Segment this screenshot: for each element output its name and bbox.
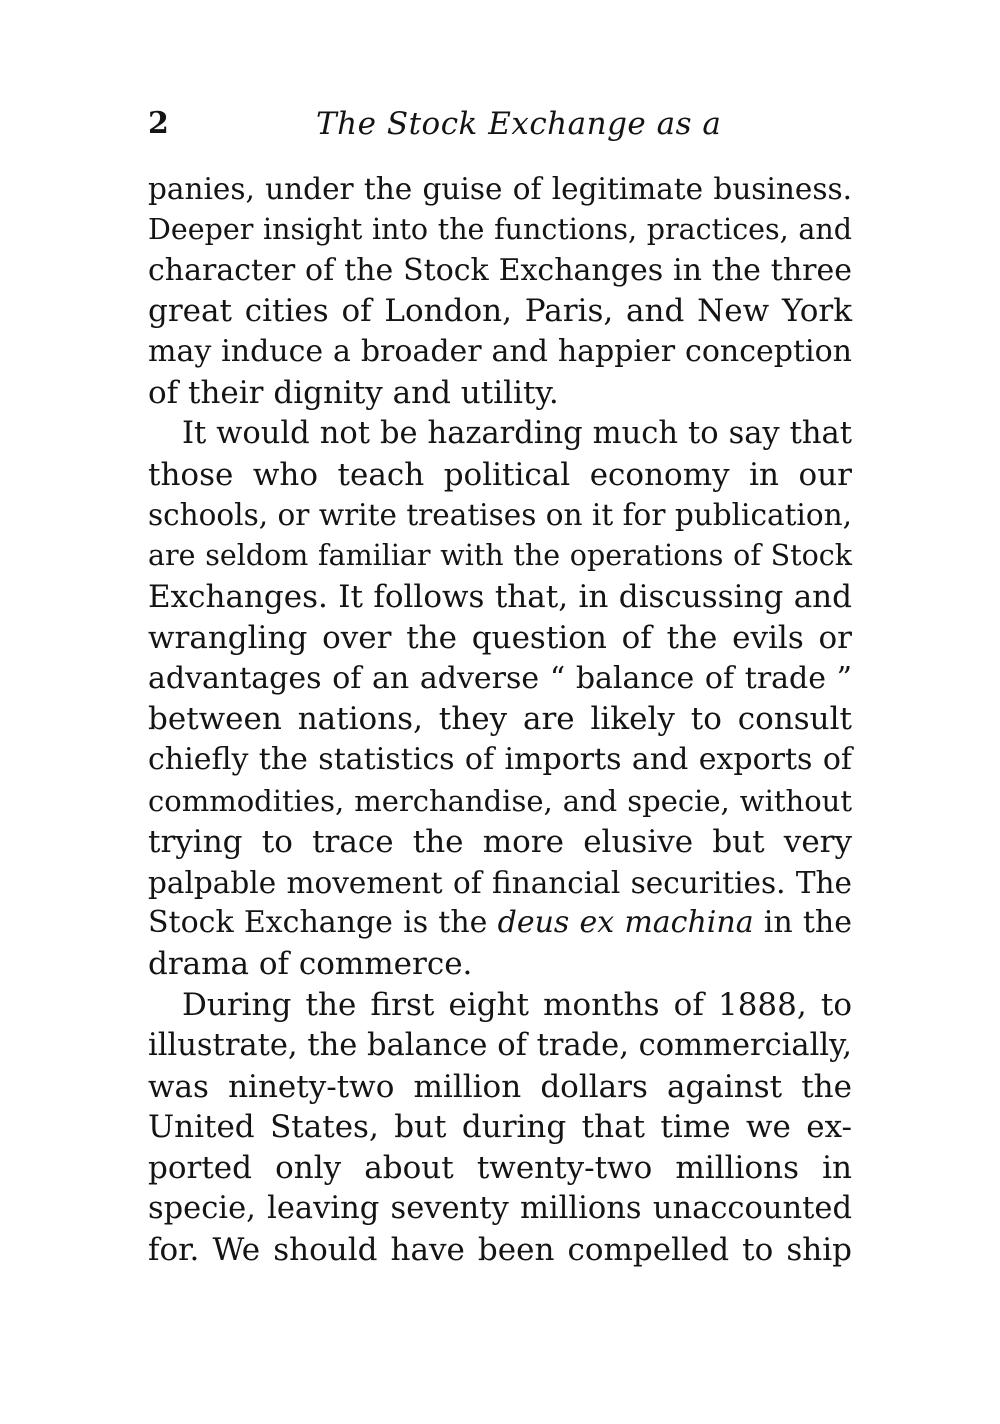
text-line: Deeper insight into the functions, practices, and (148, 212, 852, 246)
text-line: for. We should have been compelled to ship (148, 1231, 852, 1268)
text-line: schools, or write treatises on it for publication, (148, 498, 852, 533)
text-line: advantages of an adverse “ balance of trade ” (148, 660, 852, 696)
text-line: between nations, they are likely to consult (148, 701, 852, 738)
text-segment: in the (753, 905, 852, 941)
italic-phrase: deus ex machina (497, 905, 754, 941)
paragraph-1 (148, 169, 852, 414)
text-line: was ninety-two million dollars against the (148, 1068, 852, 1105)
text-line: United States, but during that time we ex- (148, 1109, 852, 1146)
running-title: The Stock Exchange as a (316, 106, 722, 142)
text-line: panies, under the guise of legitimate business. (148, 172, 852, 206)
running-head (148, 104, 852, 144)
paragraph-3 (148, 985, 852, 1271)
text-line: palpable movement of financial securities. The (148, 865, 852, 900)
text-line: ported only about twenty-two millions in (148, 1150, 852, 1187)
text-line: During the first eight months of 1888, to (182, 986, 852, 1023)
text-line: character of the Stock Exchanges in the three (148, 252, 852, 288)
text-line-with-italic (148, 903, 852, 944)
text-line: drama of commerce. (148, 946, 473, 983)
text-line: It would not be hazarding much to say that (182, 415, 852, 451)
text-line: are seldom familiar with the operations of Stock (148, 539, 852, 573)
text-line: specie, leaving seventy millions unaccounted (148, 1190, 852, 1226)
paragraph-2 (148, 414, 852, 985)
text-line: great cities of London, Paris, and New York (148, 293, 852, 330)
text-line: of their dignity and utility. (148, 374, 559, 411)
text-line: chiefly the statistics of imports and exports of (148, 742, 852, 778)
text-line: commodities, merchandise, and specie, without (148, 783, 852, 818)
text-line: Exchanges. It follows that, in discussing and (148, 578, 852, 615)
text-line: those who teach political economy in our (148, 456, 852, 493)
text-line: trying to trace the more elusive but very (148, 823, 852, 860)
body-text (148, 169, 852, 1271)
text-segment: Stock Exchange is the (148, 905, 498, 941)
page-number: 2 (148, 106, 169, 141)
text-line: illustrate, the balance of trade, commercially, (148, 1027, 852, 1063)
text-line: may induce a broader and happier conception (148, 334, 852, 370)
text-line: wrangling over the question of the evils or (148, 619, 852, 656)
